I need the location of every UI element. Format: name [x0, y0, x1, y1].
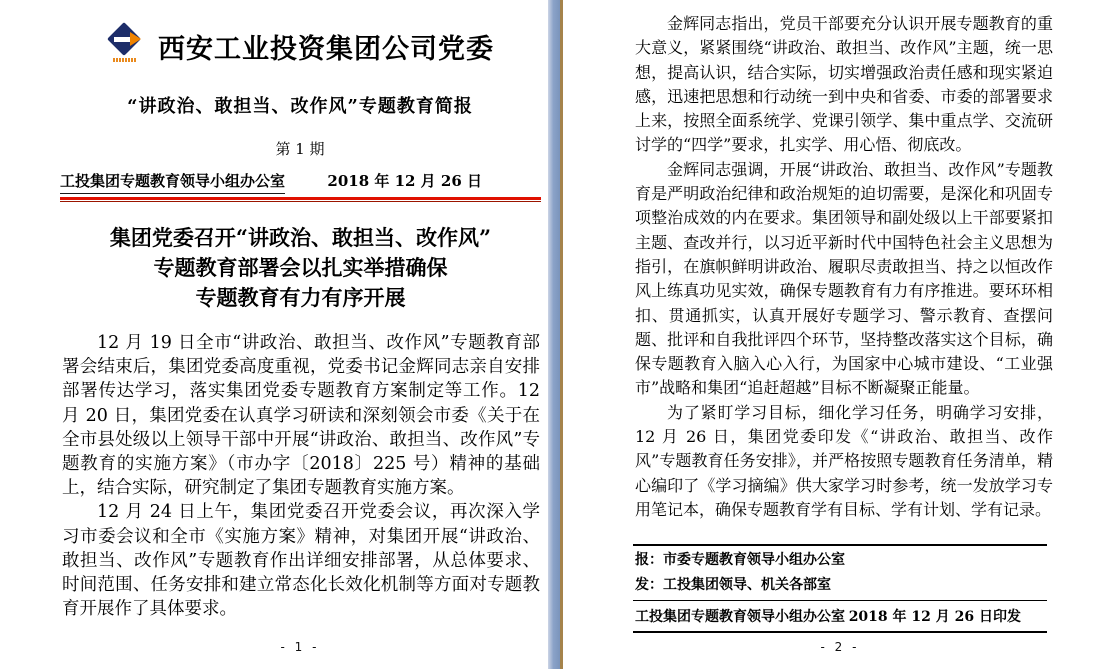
article-title-line-1: 集团党委召开“讲政治、敢担当、改作风” [109, 225, 492, 250]
page1-paragraph-1: 12 月 19 日全市“讲政治、敢担当、改作风”专题教育部署会结束后，集团党委高度重视，党委书记金辉同志亲自安排部署传达学习，落实集团党委专题教育方案制定等工作。12 月 20 日，集团党委在认真学习研读和深刻领会市委《关于在全市县处级以上领导干部中开展“讲政治、敢担当、改作风”专题教育的实施方案》（市办字〔2018〕225 号）精神的基础上，结合实际，研究制定了集团专题教育实施方案。 [62, 333, 540, 499]
report-to-line: 报：市委专题教育领导小组办公室 [635, 552, 845, 568]
printer-office: 工投集团专题教育领导小组办公室 [635, 609, 845, 625]
page1-number: - 1 - [280, 640, 320, 654]
printer-row [633, 601, 1047, 631]
page1-body [62, 331, 540, 621]
logo-caption [113, 58, 137, 62]
red-rule-thick [60, 197, 541, 200]
logo-arrow-shape [130, 32, 141, 46]
issue-number: 第 1 期 [275, 140, 325, 158]
page-edge-line [560, 0, 563, 669]
masthead [60, 24, 540, 68]
article-title-line-2: 专题教育部署会以扎实举措确保 [153, 255, 448, 280]
article-title-line-3: 专题教育有力有序开展 [195, 285, 406, 310]
red-rule-thin [60, 201, 541, 202]
publish-date: 2018 年 12 月 26 日 [327, 172, 482, 190]
page2-body [635, 12, 1053, 522]
page2-number: - 2 - [820, 640, 860, 654]
company-logo-icon [106, 24, 144, 68]
distribution-footer [633, 544, 1047, 633]
page2-paragraph-2: 金辉同志强调，开展“讲政治、敢担当、改作风”专题教育是严明政治纪律和政治规矩的迫切需要，是深化和巩固专项整治成效的内在要求。集团领导和副处级以上干部要紧扣主题、查改并行，以习近平新时代中国特色社会主义思想为指引，在旗帜鲜明讲政治、履职尽责敢担当、持之以恒改作风上练真功见实效，确保专题教育有力有序推进。要环环相扣、贯通抓实，认真开展好专题学习、警示教育、查摆问题、批评和自我批评四个环节，坚持整改落实这个目标，确保专题教育入脑入心入行，为国家中心城市建设、“工业强市”战略和集团“追赶超越”目标不断凝聚正能量。 [635, 159, 1053, 398]
page2-paragraph-3: 为了紧盯学习目标，细化学习任务，明确学习安排，12 月 26 日，集团党委印发《“讲政治、敢担当、改作风”专题教育任务安排》，并严格按照专题教育任务清单，精心编印了《学习摘编》供大家学习时参考，统一发放学习专用笔记本，确保专题教育学有目标、学有计划、学有记录。 [635, 402, 1053, 519]
publisher-office: 工投集团专题教育领导小组办公室 [60, 170, 285, 194]
page1-paragraph-2: 12 月 24 日上午，集团党委召开党委会议，再次深入学习市委会议和全市《实施方案》精神，对集团开展“讲政治、敢担当、改作风”专题教育作出详细安排部署，从总体要求、时间范围、任务安排和建立常态化长效化机制等方面对专题教育开展作了具体要求。 [62, 502, 540, 620]
page2-paragraph-1: 金辉同志指出，党员干部要充分认识开展专题教育的重大意义，紧紧围绕“讲政治、敢担当、改作风”主题，统一思想，提高认识，结合实际，切实增强政治责任感和现实紧迫感，迅速把思想和行动统一到中央和省委、市委的部署要求上来，按照全面系统学、党课引领学、集中重点学、交流研讨学的“四学”要求，扎实学、用心悟、彻底改。 [635, 14, 1053, 155]
bulletin-subtitle: “讲政治、敢担当、改作风”专题教育简报 [127, 96, 473, 117]
print-date: 2018 年 12 月 26 日印发 [848, 609, 1021, 625]
page-edge-shadow [548, 0, 560, 669]
masthead-red-rule [60, 197, 541, 202]
send-to-line: 发：工投集团领导、机关各部室 [633, 571, 1047, 601]
publisher-date-row [60, 170, 540, 194]
masthead-org-title: 西安工业投资集团公司党委 [158, 33, 494, 65]
article-title [48, 223, 553, 313]
